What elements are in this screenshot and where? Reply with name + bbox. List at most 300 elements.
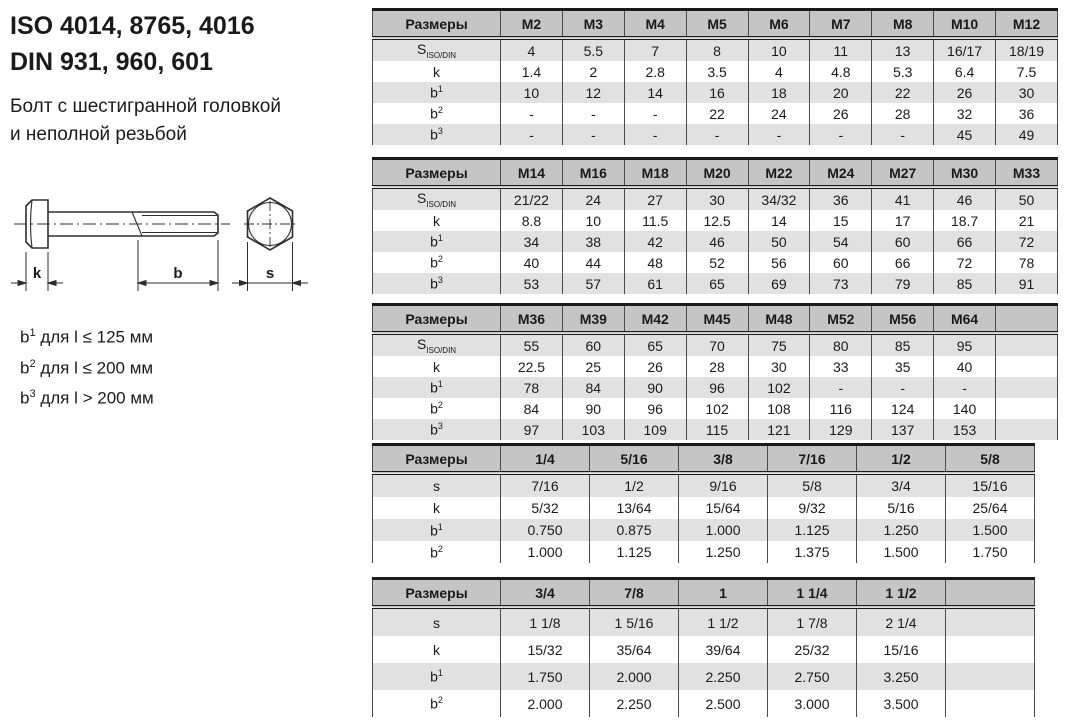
iso-standards-line: ISO 4014, 8765, 4016 [10, 12, 255, 40]
thread-length-footnotes [20, 320, 154, 412]
value-cell: - [562, 124, 624, 145]
value-cell: 45 [934, 124, 996, 145]
value-cell: 75 [748, 333, 810, 356]
value-cell: 95 [934, 333, 996, 356]
value-cell: 5/8 [768, 473, 857, 497]
value-cell: 70 [686, 333, 748, 356]
size-column-header: M18 [624, 159, 686, 188]
value-cell: - [934, 377, 996, 398]
value-cell: 34/32 [748, 187, 810, 210]
value-cell: 84 [562, 377, 624, 398]
value-cell: 137 [872, 419, 934, 440]
table-row [373, 124, 1058, 145]
value-cell: 1.000 [501, 541, 590, 563]
value-cell: 15/16 [857, 636, 946, 663]
row-label: $b^3$ [373, 124, 501, 145]
value-cell: - [562, 103, 624, 124]
value-cell: - [872, 377, 934, 398]
size-column-header: M16 [562, 159, 624, 188]
value-cell: 5.3 [872, 61, 934, 82]
row-label: k [373, 356, 501, 377]
value-cell: 3/4 [857, 473, 946, 497]
value-cell: 2.250 [679, 663, 768, 690]
value-cell: 78 [501, 377, 563, 398]
value-cell: 36 [996, 103, 1058, 124]
dimension-annotations [11, 240, 308, 291]
value-cell: 2.8 [624, 61, 686, 82]
size-column-header: M10 [934, 10, 996, 39]
value-cell: 96 [624, 398, 686, 419]
value-cell: 1 1/8 [501, 607, 590, 636]
bolt-technical-drawing [8, 190, 328, 318]
value-cell: 20 [810, 82, 872, 103]
value-cell: 121 [748, 419, 810, 440]
dimension-table [372, 8, 1058, 145]
size-column-header: M4 [624, 10, 686, 39]
value-cell: 2.250 [590, 690, 679, 717]
value-cell: 60 [810, 252, 872, 273]
value-cell: - [501, 103, 563, 124]
value-cell: 1.750 [501, 663, 590, 690]
value-cell: 4 [748, 61, 810, 82]
table-row [373, 103, 1058, 124]
value-cell: 1 7/8 [768, 607, 857, 636]
dimension-table [372, 443, 1035, 563]
value-cell: 30 [686, 187, 748, 210]
value-cell: 22 [872, 82, 934, 103]
size-column-header: M64 [934, 305, 996, 334]
value-cell: 15/16 [946, 473, 1035, 497]
value-cell: 6.4 [934, 61, 996, 82]
table-row [373, 252, 1058, 273]
product-description [10, 93, 365, 149]
size-column-header: 3/8 [679, 445, 768, 474]
value-cell: 109 [624, 419, 686, 440]
size-column-header [996, 305, 1058, 334]
size-column-header: M42 [624, 305, 686, 334]
size-column-header: M6 [748, 10, 810, 39]
table-row [373, 356, 1058, 377]
value-cell: 97 [501, 419, 563, 440]
table-metric-m14-m33 [372, 157, 1058, 294]
size-column-header: M14 [501, 159, 563, 188]
value-cell: 34 [501, 231, 563, 252]
value-cell: 35 [872, 356, 934, 377]
value-cell: 4.8 [810, 61, 872, 82]
size-column-header: M20 [686, 159, 748, 188]
size-column-header: M3 [562, 10, 624, 39]
row-label: $b^2$ [373, 690, 501, 717]
value-cell [946, 607, 1035, 636]
value-cell: 26 [810, 103, 872, 124]
value-cell: 1.000 [679, 519, 768, 541]
value-cell: 80 [810, 333, 872, 356]
b-arrow-right [210, 281, 218, 286]
value-cell: 25/64 [946, 497, 1035, 519]
size-column-header: M5 [686, 10, 748, 39]
sizes-column-header: Размеры [373, 10, 501, 39]
value-cell: 61 [624, 273, 686, 294]
value-cell: 2.000 [501, 690, 590, 717]
description-line-1: Болт с шестигранной головкой [10, 96, 281, 117]
value-cell: 14 [748, 210, 810, 231]
description-line-2: и неполной резьбой [10, 124, 187, 145]
value-cell: 30 [996, 82, 1058, 103]
value-cell: 4 [501, 38, 563, 61]
value-cell: 1 5/16 [590, 607, 679, 636]
value-cell: 3.5 [686, 61, 748, 82]
value-cell: 3.500 [857, 690, 946, 717]
value-cell: 46 [934, 187, 996, 210]
value-cell: 3.250 [857, 663, 946, 690]
table-row [373, 473, 1035, 497]
sizes-column-header: Размеры [373, 305, 501, 334]
value-cell: 50 [996, 187, 1058, 210]
value-cell: 124 [872, 398, 934, 419]
value-cell [996, 333, 1058, 356]
row-label: $b^1$ [373, 519, 501, 541]
value-cell: 18 [748, 82, 810, 103]
value-cell: 15/32 [501, 636, 590, 663]
table-row [373, 187, 1058, 210]
size-column-header: M27 [872, 159, 934, 188]
value-cell: 10 [748, 38, 810, 61]
table-row [373, 333, 1058, 356]
table-row [373, 607, 1035, 636]
value-cell [996, 419, 1058, 440]
bolt-side-view [14, 200, 230, 248]
value-cell: 72 [996, 231, 1058, 252]
value-cell: 27 [624, 187, 686, 210]
value-cell: 1.4 [501, 61, 563, 82]
dim-label-s: s [265, 265, 275, 282]
value-cell: 44 [562, 252, 624, 273]
size-column-header: M12 [996, 10, 1058, 39]
size-column-header: M39 [562, 305, 624, 334]
value-cell: 0.750 [501, 519, 590, 541]
footnote-b2: $b^2$ для l ≤ 200 мм [20, 357, 154, 378]
value-cell: 11 [810, 38, 872, 61]
sizes-column-header: Размеры [373, 579, 501, 608]
value-cell [946, 690, 1035, 717]
value-cell: 129 [810, 419, 872, 440]
sizes-column-header: Размеры [373, 445, 501, 474]
sizes-column-header: Размеры [373, 159, 501, 188]
standards-title [10, 8, 365, 80]
value-cell: 85 [872, 333, 934, 356]
value-cell: 18/19 [996, 38, 1058, 61]
size-column-header: 1 [679, 579, 768, 608]
value-cell: 60 [872, 231, 934, 252]
value-cell: - [686, 124, 748, 145]
bolt-hex-end-view [244, 198, 296, 250]
size-column-header: M2 [501, 10, 563, 39]
row-label: $b^1$ [373, 663, 501, 690]
value-cell: 73 [810, 273, 872, 294]
table-metric-m36-m64 [372, 303, 1058, 440]
value-cell: 32 [934, 103, 996, 124]
value-cell: 66 [934, 231, 996, 252]
value-cell: 53 [501, 273, 563, 294]
value-cell: 65 [686, 273, 748, 294]
value-cell: 1.250 [679, 541, 768, 563]
size-column-header: M7 [810, 10, 872, 39]
value-cell: 69 [748, 273, 810, 294]
table-row [373, 636, 1035, 663]
row-label: $S_{ISO/DIN}$ [373, 187, 501, 210]
dimension-table [372, 157, 1058, 294]
value-cell: 66 [872, 252, 934, 273]
value-cell: 7 [624, 38, 686, 61]
size-column-header: 3/4 [501, 579, 590, 608]
value-cell: 1/2 [590, 473, 679, 497]
value-cell: 102 [686, 398, 748, 419]
value-cell: 2.750 [768, 663, 857, 690]
value-cell: 116 [810, 398, 872, 419]
size-column-header: M33 [996, 159, 1058, 188]
value-cell: 90 [624, 377, 686, 398]
dimension-table [372, 303, 1058, 440]
table-row [373, 519, 1035, 541]
row-label: s [373, 607, 501, 636]
table-row [373, 231, 1058, 252]
table-inch-3-4-to-1-1-2 [372, 577, 1035, 717]
b-arrow-left [138, 281, 146, 286]
table-row [373, 690, 1035, 717]
value-cell: 48 [624, 252, 686, 273]
dim-label-k: k [32, 265, 42, 282]
value-cell: 42 [624, 231, 686, 252]
value-cell: 15 [810, 210, 872, 231]
value-cell: 0.875 [590, 519, 679, 541]
value-cell: 22.5 [501, 356, 563, 377]
row-label: $b^1$ [373, 231, 501, 252]
value-cell: - [624, 103, 686, 124]
value-cell: 17 [872, 210, 934, 231]
value-cell: - [624, 124, 686, 145]
dimension-table [372, 577, 1035, 717]
value-cell: 35/64 [590, 636, 679, 663]
value-cell: 30 [748, 356, 810, 377]
row-label: k [373, 210, 501, 231]
value-cell: - [810, 377, 872, 398]
value-cell: 8 [686, 38, 748, 61]
value-cell: 78 [996, 252, 1058, 273]
value-cell [946, 663, 1035, 690]
row-label: $b^3$ [373, 273, 501, 294]
row-label: $b^3$ [373, 419, 501, 440]
value-cell: 2 [562, 61, 624, 82]
value-cell: 26 [624, 356, 686, 377]
value-cell: 52 [686, 252, 748, 273]
table-row [373, 61, 1058, 82]
table-inch-quarter-to-5-8 [372, 443, 1035, 563]
s-arrow-left [240, 281, 248, 286]
value-cell: 15/64 [679, 497, 768, 519]
value-cell: 22 [686, 103, 748, 124]
value-cell: 153 [934, 419, 996, 440]
table-row [373, 497, 1035, 519]
value-cell: 102 [748, 377, 810, 398]
value-cell: 40 [501, 252, 563, 273]
value-cell: - [748, 124, 810, 145]
value-cell: 11.5 [624, 210, 686, 231]
row-label: $b^2$ [373, 103, 501, 124]
size-column-header: M8 [872, 10, 934, 39]
din-standards-line: DIN 931, 960, 601 [10, 48, 213, 76]
value-cell: 91 [996, 273, 1058, 294]
size-column-header: 7/8 [590, 579, 679, 608]
table-row [373, 398, 1058, 419]
value-cell: 1.125 [768, 519, 857, 541]
value-cell: 72 [934, 252, 996, 273]
row-label: $b^2$ [373, 398, 501, 419]
value-cell: 10 [562, 210, 624, 231]
k-arrow-left [18, 281, 26, 286]
value-cell: 1.125 [590, 541, 679, 563]
value-cell: 46 [686, 231, 748, 252]
row-label: k [373, 497, 501, 519]
value-cell: 36 [810, 187, 872, 210]
table-row [373, 38, 1058, 61]
row-label: $b^2$ [373, 252, 501, 273]
s-arrow-right [293, 281, 301, 286]
value-cell: 12.5 [686, 210, 748, 231]
row-label: s [373, 473, 501, 497]
value-cell: 50 [748, 231, 810, 252]
size-column-header [946, 579, 1035, 608]
size-column-header: 1 1/2 [857, 579, 946, 608]
k-arrow-right [48, 281, 56, 286]
value-cell: 28 [872, 103, 934, 124]
size-column-header: M24 [810, 159, 872, 188]
value-cell: 5.5 [562, 38, 624, 61]
value-cell: 24 [748, 103, 810, 124]
table-row [373, 377, 1058, 398]
value-cell: 7/16 [501, 473, 590, 497]
size-column-header: 7/16 [768, 445, 857, 474]
value-cell: 21/22 [501, 187, 563, 210]
table-row [373, 210, 1058, 231]
size-column-header: 1/2 [857, 445, 946, 474]
size-column-header: M52 [810, 305, 872, 334]
value-cell: 1 1/2 [679, 607, 768, 636]
value-cell [946, 636, 1035, 663]
table-row [373, 82, 1058, 103]
size-column-header: M48 [748, 305, 810, 334]
size-column-header: 1/4 [501, 445, 590, 474]
value-cell: 1.375 [768, 541, 857, 563]
value-cell: 41 [872, 187, 934, 210]
value-cell: 3.000 [768, 690, 857, 717]
size-column-header: M30 [934, 159, 996, 188]
row-label: k [373, 61, 501, 82]
value-cell: 2 1/4 [857, 607, 946, 636]
value-cell: 103 [562, 419, 624, 440]
table-row [373, 273, 1058, 294]
size-column-header: M45 [686, 305, 748, 334]
value-cell [996, 356, 1058, 377]
value-cell: 18.7 [934, 210, 996, 231]
value-cell: 79 [872, 273, 934, 294]
size-column-header: 5/16 [590, 445, 679, 474]
value-cell: 2.500 [679, 690, 768, 717]
value-cell: 38 [562, 231, 624, 252]
row-label: k [373, 636, 501, 663]
value-cell: 39/64 [679, 636, 768, 663]
row-label: $S_{ISO/DIN}$ [373, 333, 501, 356]
value-cell: 25/32 [768, 636, 857, 663]
value-cell: 1.750 [946, 541, 1035, 563]
table-row [373, 541, 1035, 563]
value-cell: 60 [562, 333, 624, 356]
value-cell: 85 [934, 273, 996, 294]
value-cell: 10 [501, 82, 563, 103]
value-cell: 16 [686, 82, 748, 103]
value-cell: 54 [810, 231, 872, 252]
value-cell: 55 [501, 333, 563, 356]
dim-label-b: b [173, 265, 183, 282]
value-cell: 5/16 [857, 497, 946, 519]
value-cell: 49 [996, 124, 1058, 145]
row-label: $b^1$ [373, 82, 501, 103]
value-cell: 84 [501, 398, 563, 419]
value-cell [996, 377, 1058, 398]
footnote-b1: $b^1$ для l ≤ 125 мм [20, 327, 154, 347]
value-cell: 8.8 [501, 210, 563, 231]
size-column-header: 1 1/4 [768, 579, 857, 608]
value-cell: 24 [562, 187, 624, 210]
value-cell: 56 [748, 252, 810, 273]
value-cell: 2.000 [590, 663, 679, 690]
table-row [373, 663, 1035, 690]
value-cell: 90 [562, 398, 624, 419]
row-label: $b^1$ [373, 377, 501, 398]
value-cell: 14 [624, 82, 686, 103]
size-column-header: 5/8 [946, 445, 1035, 474]
value-cell [996, 398, 1058, 419]
value-cell: - [810, 124, 872, 145]
value-cell: 13/64 [590, 497, 679, 519]
value-cell: 28 [686, 356, 748, 377]
footnote-b3: $b^3$ для l > 200 мм [20, 388, 154, 408]
value-cell: 1.500 [946, 519, 1035, 541]
value-cell: 96 [686, 377, 748, 398]
value-cell: 108 [748, 398, 810, 419]
value-cell: 21 [996, 210, 1058, 231]
size-column-header: M56 [872, 305, 934, 334]
table-metric-m2-m12 [372, 8, 1058, 145]
value-cell: 9/16 [679, 473, 768, 497]
value-cell: 65 [624, 333, 686, 356]
value-cell: 1.250 [857, 519, 946, 541]
value-cell: - [501, 124, 563, 145]
value-cell: 115 [686, 419, 748, 440]
value-cell: 9/32 [768, 497, 857, 519]
value-cell: 33 [810, 356, 872, 377]
value-cell: 16/17 [934, 38, 996, 61]
row-label: $b^2$ [373, 541, 501, 563]
value-cell: 5/32 [501, 497, 590, 519]
value-cell: 25 [562, 356, 624, 377]
value-cell: 26 [934, 82, 996, 103]
value-cell: - [872, 124, 934, 145]
value-cell: 140 [934, 398, 996, 419]
value-cell: 1.500 [857, 541, 946, 563]
row-label: $S_{ISO/DIN}$ [373, 38, 501, 61]
size-column-header: M22 [748, 159, 810, 188]
value-cell: 7.5 [996, 61, 1058, 82]
